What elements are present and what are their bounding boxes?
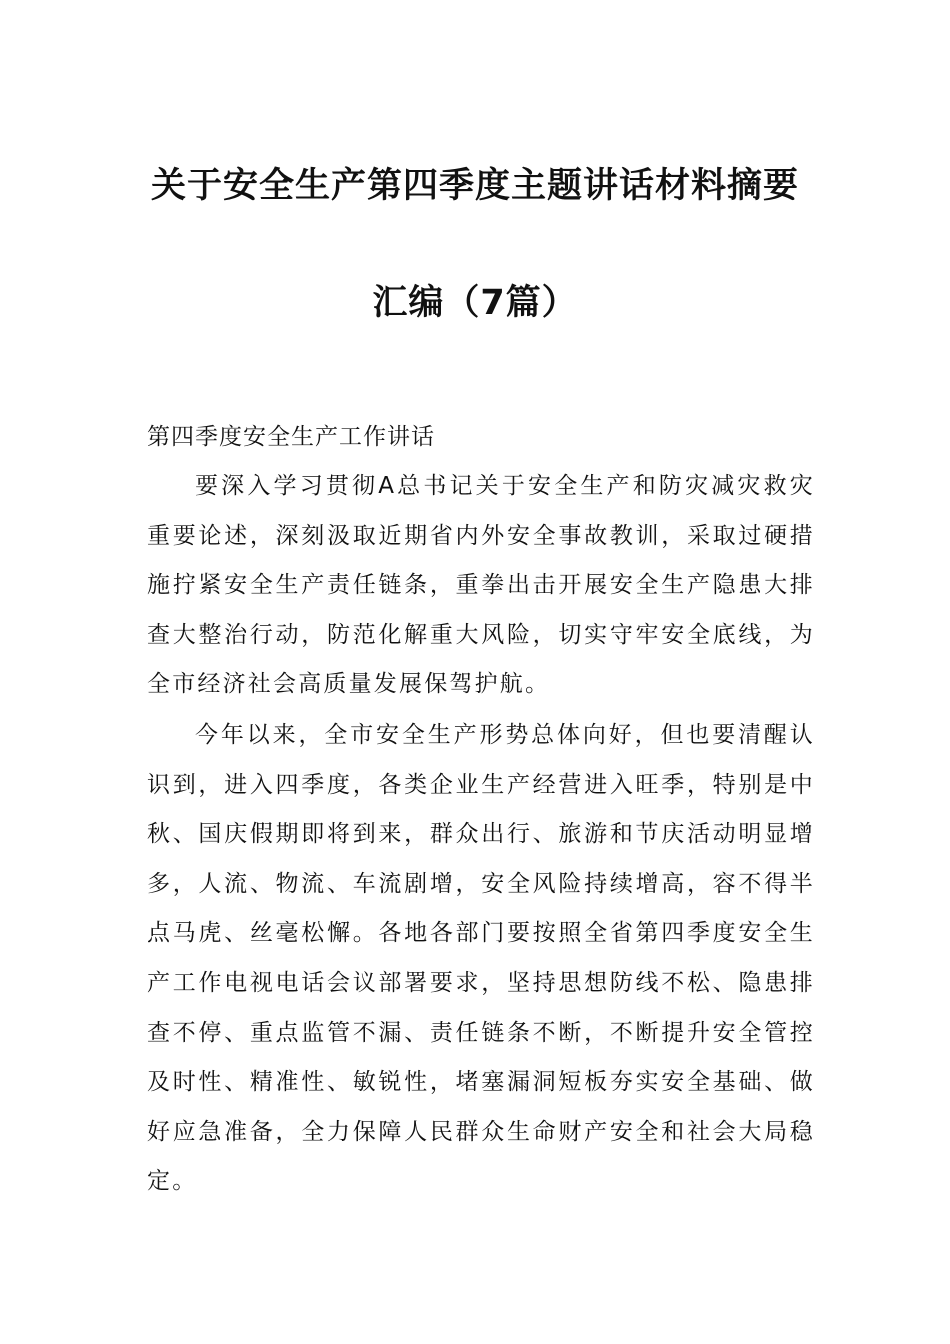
document-title-line-1: 关于安全生产第四季度主题讲话材料摘要 — [150, 166, 799, 206]
document-title-line-2: 汇编（7篇） — [372, 283, 578, 323]
body-paragraph-2: 今年以来，全市安全生产形势总体向好，但也要清醒认识到，进入四季度，各类企业生产经营进入旺季，特别是中秋、国庆假期即将到来，群众出行、旅游和节庆活动明显增多，人流、物流、车流剧增，安全风险持续增高，容不得半点马虎、丝毫松懈。各地各部门要按照全省第四季度安全生产工作电视电话会议部署要求，坚持思想防线不松、隐患排查不停、重点监管不漏、责任链条不断，不断提升安全管控及时性、精准性、敏锐性，堵塞漏洞短板夯实安全基础、做好应急准备，全力保障人民群众生命财产安全和社会大局稳定。 — [147, 722, 815, 1195]
body-paragraph-1: 要深入学习贯彻A总书记关于安全生产和防灾减灾救灾重要论述，深刻汲取近期省内外安全事故教训，采取过硬措施拧紧安全生产责任链条，重拳出击开展安全生产隐患大排查大整治行动，防范化解重大风险，切实守牢安全底线，为全市经济社会高质量发展保驾护航。 — [147, 473, 815, 698]
section-heading: 第四季度安全生产工作讲话 — [147, 424, 435, 450]
